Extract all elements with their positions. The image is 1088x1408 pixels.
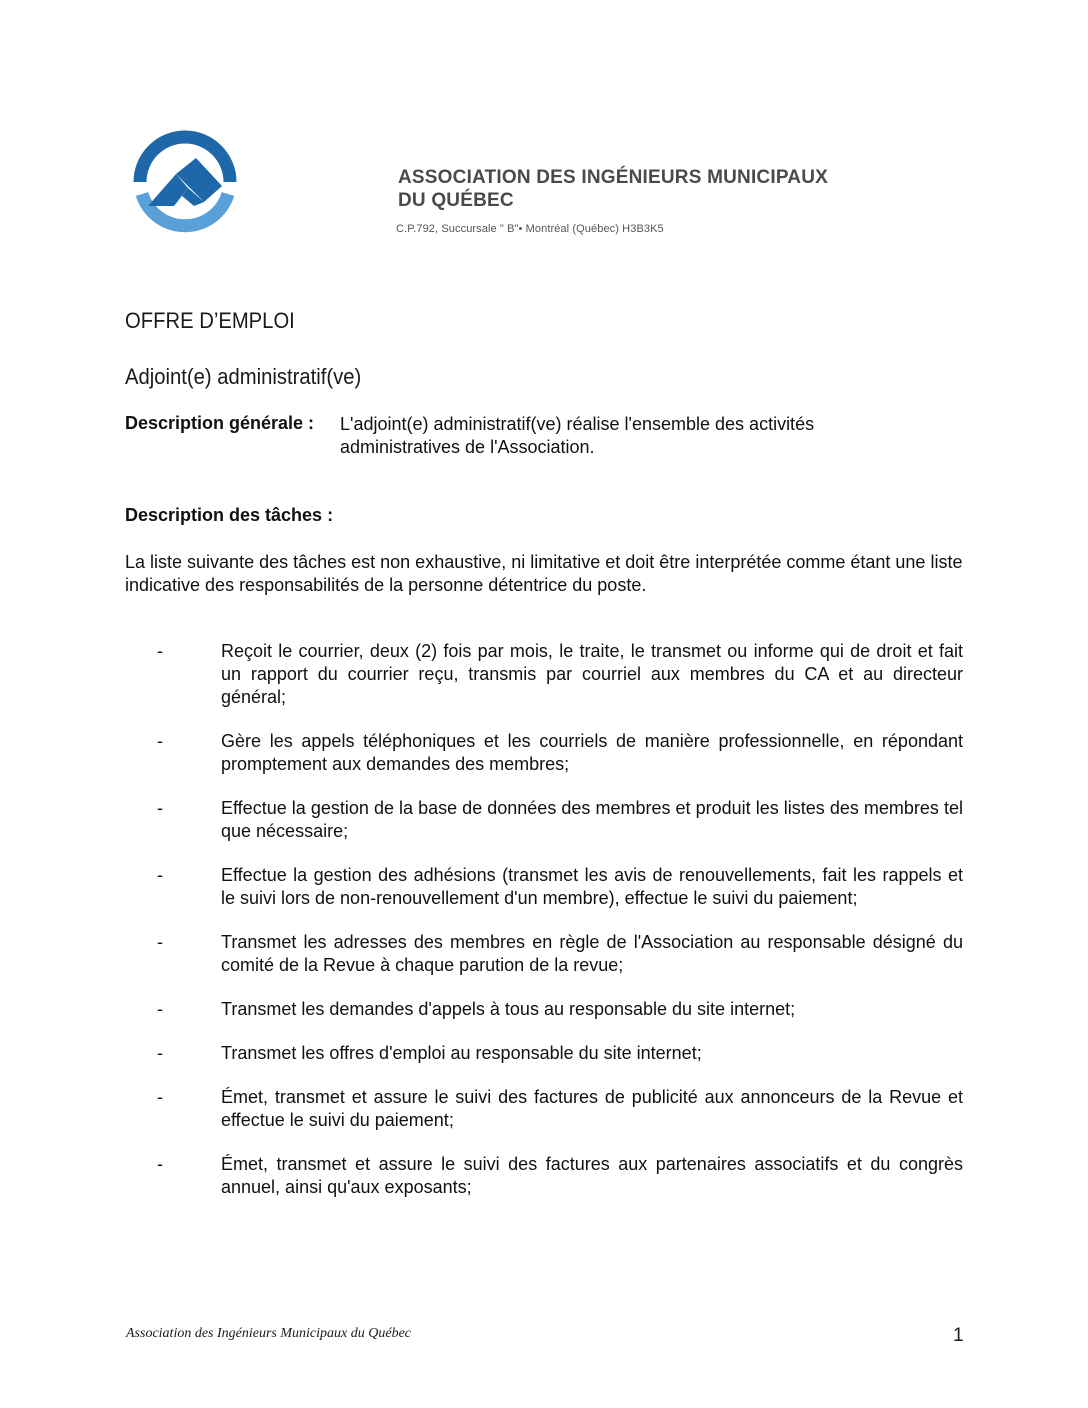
task-item [125,931,963,977]
bullet-dash: - [157,932,163,952]
bullet-dash: - [157,1154,163,1174]
bullet-dash: - [157,731,163,751]
bullet-dash: - [157,865,163,885]
general-description-label: Description générale : [125,413,315,433]
task-text: Transmet les adresses des membres en règle de l'Association au responsable désigné du comité de la Revue à chaque parution de la revue; [221,932,963,975]
document-title: OFFRE D’EMPLOI [125,308,295,333]
aimq-logo-icon [124,124,246,246]
task-item [125,797,963,843]
task-text: Reçoit le courrier, deux (2) fois par mois, le traite, le transmet ou informe qui de droit et fait un rapport du courrier reçu, transmis par courriel aux membres du CA et au directeur général; [221,641,963,707]
task-text: Effectue la gestion de la base de données des membres et produit les listes des membres tel que nécessaire; [221,798,963,841]
task-item [125,1086,963,1132]
organization-name-line2: DU QUÉBEC [398,190,514,211]
bullet-dash: - [157,999,163,1019]
task-text: Transmet les demandes d'appels à tous au responsable du site internet; [221,999,796,1019]
tasks-intro: La liste suivante des tâches est non exhaustive, ni limitative et doit être interprétée comme étant une liste indicative des responsabilités de la personne détentrice du poste. [125,552,963,595]
task-item [125,864,963,910]
task-text: Émet, transmet et assure le suivi des factures aux partenaires associatifs et du congrès annuel, ainsi qu'aux exposants; [221,1154,963,1197]
organization-name-line1: ASSOCIATION DES INGÉNIEURS MUNICIPAUX [398,167,829,188]
task-text: Transmet les offres d'emploi au responsable du site internet; [221,1043,702,1063]
bullet-dash: - [157,1087,163,1107]
footer-organization: Association des Ingénieurs Municipaux du Québec [126,1326,411,1341]
bullet-dash: - [157,798,163,818]
general-description-text: L'adjoint(e) administratif(ve) réalise l'ensemble des activités administratives de l'Association. [340,414,815,457]
task-text: Gère les appels téléphoniques et les courriels de manière professionnelle, en répondant promptement aux demandes des membres; [221,731,963,774]
organization-name [398,166,828,212]
job-title: Adjoint(e) administratif(ve) [125,364,362,389]
task-item [125,1042,963,1065]
task-item [125,730,963,776]
page-number: 1 [953,1325,964,1346]
bullet-dash: - [157,641,163,661]
organization-address: C.P.792, Succursale " B"• Montréal (Québec) H3B3K5 [396,223,664,235]
task-text: Émet, transmet et assure le suivi des factures de publicité aux annonceurs de la Revue et effectue le suivi du paiement; [221,1087,963,1130]
task-item [125,998,963,1021]
tasks-heading: Description des tâches : [125,505,334,525]
task-text: Effectue la gestion des adhésions (transmet les avis de renouvellements, fait les rappels et le suivi lors de non-renouvellement d'un membre), effectue le suivi du paiement; [221,865,963,908]
bullet-dash: - [157,1043,163,1063]
task-item [125,1153,963,1199]
task-item [125,640,963,709]
task-list [125,640,963,1220]
